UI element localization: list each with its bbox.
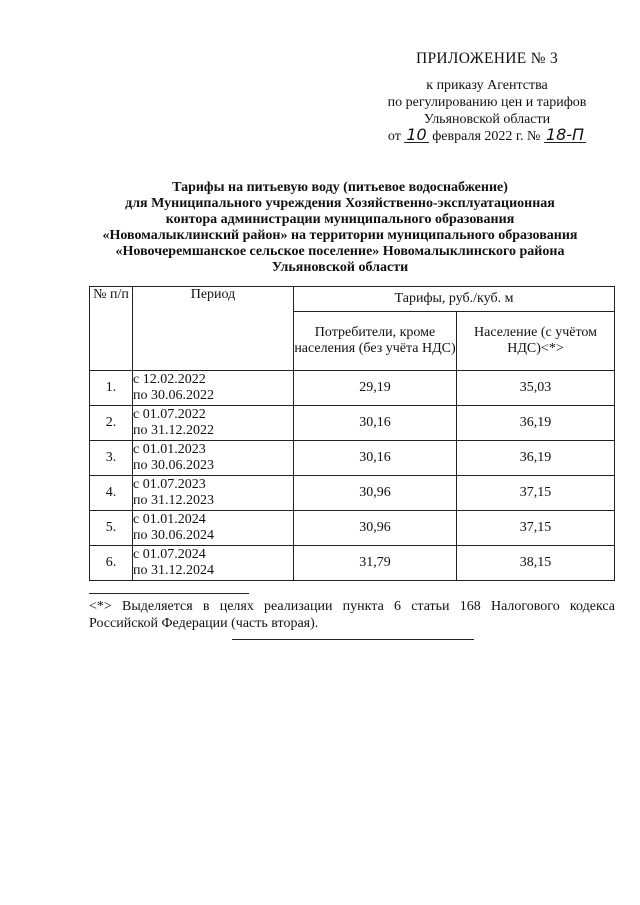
period-from: с 01.07.2022 bbox=[133, 407, 206, 422]
appendix-line-1: к приказу Агентства bbox=[426, 78, 548, 93]
date-rest: февраля 2022 г. № bbox=[432, 129, 541, 144]
row-population-tariff: 35,03 bbox=[457, 371, 615, 406]
row-population-tariff: 37,15 bbox=[457, 511, 615, 546]
row-population-tariff: 36,19 bbox=[457, 441, 615, 476]
appendix-line-2: по регулированию цен и тарифов bbox=[387, 95, 587, 110]
row-number: 4. bbox=[90, 476, 133, 511]
period-to: по 30.06.2023 bbox=[133, 458, 214, 473]
row-period bbox=[133, 511, 294, 546]
title-line-3: контора администрации муниципального образования bbox=[165, 212, 515, 227]
row-consumers-tariff: 30,96 bbox=[294, 511, 457, 546]
row-period bbox=[133, 441, 294, 476]
row-population-tariff: 38,15 bbox=[457, 546, 615, 581]
date-prefix: от bbox=[387, 129, 401, 144]
appendix-date-line bbox=[372, 125, 602, 145]
table-row bbox=[90, 511, 615, 546]
row-period bbox=[133, 371, 294, 406]
table-row bbox=[90, 406, 615, 441]
row-period bbox=[133, 406, 294, 441]
period-from: с 01.07.2023 bbox=[133, 477, 206, 492]
header-period: Период bbox=[133, 287, 294, 371]
title-line-4: «Новомалыклинский район» на территории муниципального образования bbox=[102, 228, 578, 243]
period-to: по 31.12.2023 bbox=[133, 493, 214, 508]
row-consumers-tariff: 30,96 bbox=[294, 476, 457, 511]
period-from: с 01.07.2024 bbox=[133, 547, 206, 562]
header-tariffs: Тарифы, руб./куб. м bbox=[294, 287, 615, 312]
table-row bbox=[90, 371, 615, 406]
row-number: 1. bbox=[90, 371, 133, 406]
appendix-header bbox=[372, 50, 602, 145]
row-period bbox=[133, 546, 294, 581]
period-to: по 31.12.2024 bbox=[133, 563, 214, 578]
table-row bbox=[90, 546, 615, 581]
period-to: по 31.12.2022 bbox=[133, 423, 214, 438]
footnote-separator bbox=[89, 593, 249, 594]
period-to: по 30.06.2024 bbox=[133, 528, 214, 543]
tariffs-table bbox=[89, 286, 615, 581]
row-number: 2. bbox=[90, 406, 133, 441]
title-line-2: для Муниципального учреждения Хозяйственно-эксплуатационная bbox=[125, 196, 555, 211]
header-population: Население (с учётом НДС)<*> bbox=[457, 312, 615, 371]
row-population-tariff: 36,19 bbox=[457, 406, 615, 441]
period-from: с 12.02.2022 bbox=[133, 372, 206, 387]
title-line-1: Тарифы на питьевую воду (питьевое водоснабжение) bbox=[172, 180, 508, 195]
row-consumers-tariff: 29,19 bbox=[294, 371, 457, 406]
period-to: по 30.06.2022 bbox=[133, 388, 214, 403]
row-period bbox=[133, 476, 294, 511]
header-consumers: Потребители, кроме населения (без учёта НДС) bbox=[294, 312, 457, 371]
header-number: № п/п bbox=[90, 287, 133, 371]
appendix-line-3: Ульяновской области bbox=[423, 112, 551, 127]
period-from: с 01.01.2024 bbox=[133, 512, 206, 527]
date-day-handwritten: 10 bbox=[406, 125, 427, 144]
row-consumers-tariff: 30,16 bbox=[294, 441, 457, 476]
row-number: 6. bbox=[90, 546, 133, 581]
table-row bbox=[90, 441, 615, 476]
period-from: с 01.01.2023 bbox=[133, 442, 206, 457]
row-number: 5. bbox=[90, 511, 133, 546]
appendix-title: ПРИЛОЖЕНИЕ № 3 bbox=[415, 50, 559, 67]
row-number: 3. bbox=[90, 441, 133, 476]
title-line-6: Ульяновской области bbox=[271, 260, 409, 275]
footnote-text: <*> Выделяется в целях реализации пункта 6 статьи 168 Налогового кодекса Российской Федерации (часть вторая). bbox=[89, 599, 615, 631]
title-line-5: «Новочеремшанское сельское поселение» Новомалыклинского района bbox=[115, 244, 565, 259]
document-title bbox=[60, 180, 620, 276]
order-number-handwritten: 18-П bbox=[545, 125, 585, 144]
table-row bbox=[90, 476, 615, 511]
row-population-tariff: 37,15 bbox=[457, 476, 615, 511]
row-consumers-tariff: 30,16 bbox=[294, 406, 457, 441]
row-consumers-tariff: 31,79 bbox=[294, 546, 457, 581]
end-of-document-line bbox=[232, 639, 474, 640]
